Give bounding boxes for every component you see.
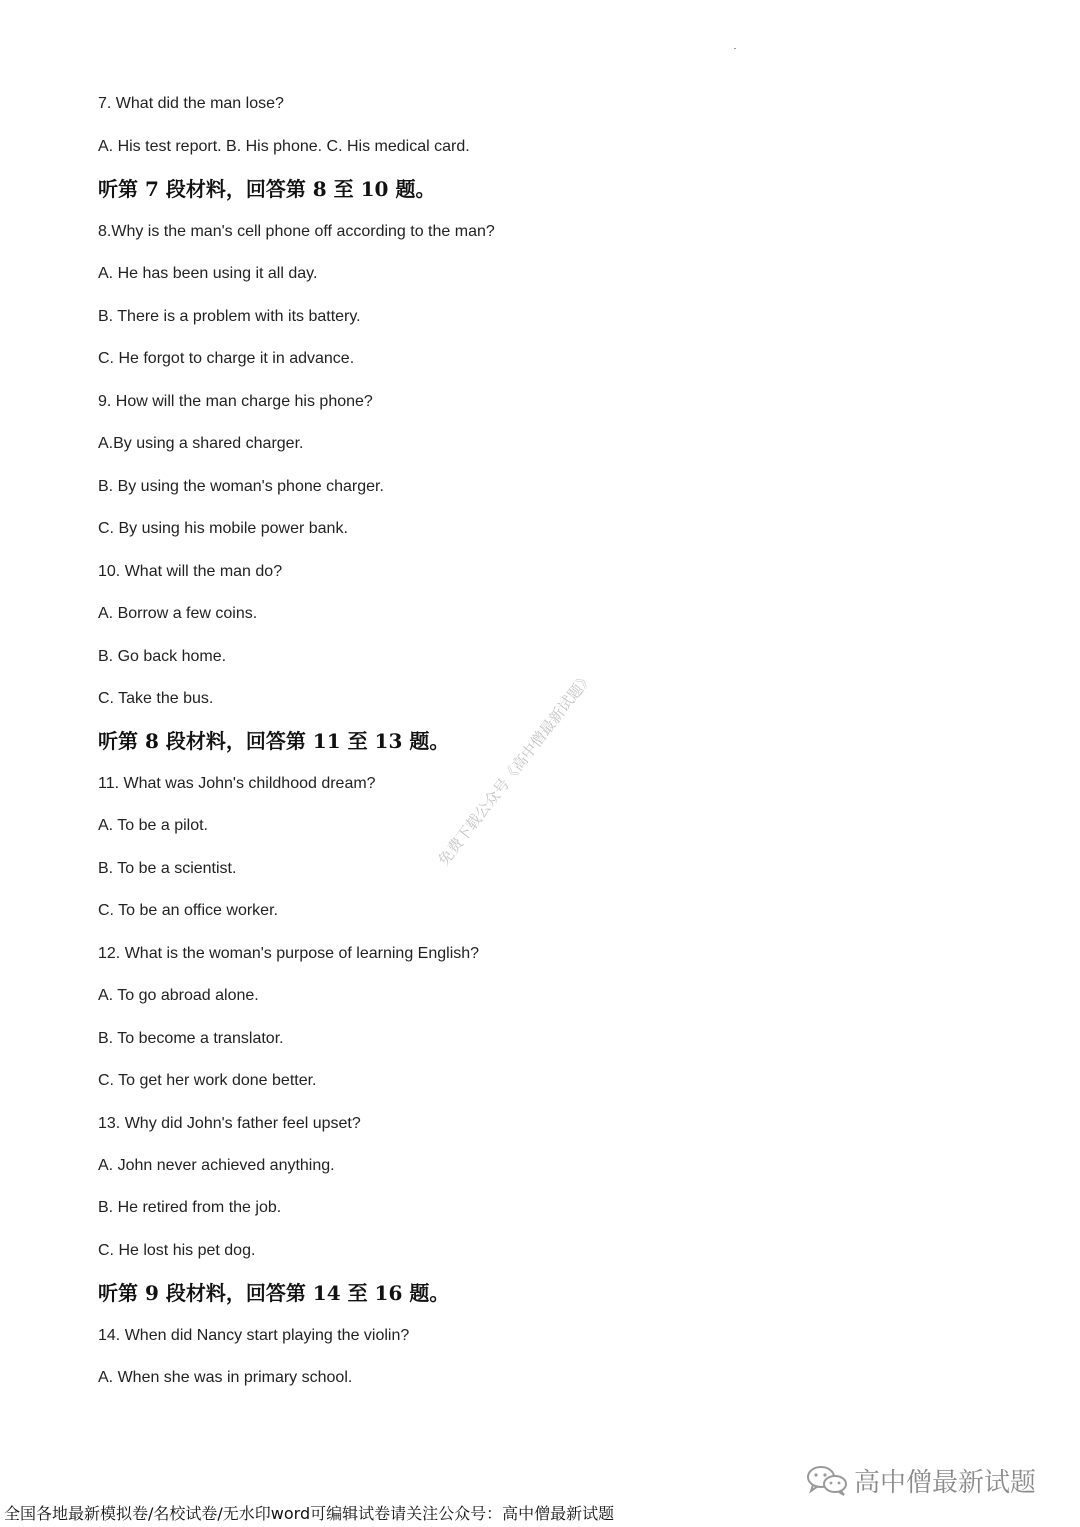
question-line: B. He retired from the job.	[98, 1199, 282, 1216]
question-line: A. When she was in primary school.	[98, 1369, 353, 1386]
question-line: C. He lost his pet dog.	[98, 1242, 256, 1259]
brand-name: 高中僧最新试题	[854, 1467, 1037, 1498]
question-line: A. His test report. B. His phone. C. His medical card.	[98, 138, 470, 155]
question-line: A.By using a shared charger.	[98, 435, 304, 452]
question-line: C. To be an office worker.	[98, 902, 278, 919]
question-line: B. To become a translator.	[98, 1030, 284, 1047]
question-line: A. Borrow a few coins.	[98, 605, 258, 622]
question-line: A. To be a pilot.	[98, 817, 208, 834]
question-line: 13. Why did John's father feel upset?	[98, 1115, 361, 1132]
question-line: 12. What is the woman's purpose of learning English?	[98, 945, 480, 962]
brand-badge	[806, 1462, 1036, 1498]
question-line: 14. When did Nancy start playing the violin?	[98, 1327, 410, 1344]
question-line: B. By using the woman's phone charger.	[98, 478, 384, 495]
question-line: C. He forgot to charge it in advance.	[98, 350, 355, 367]
wechat-icon	[806, 1464, 848, 1496]
watermark-text: 免费下载公众号《高中僧最新试题》	[434, 668, 597, 869]
question-line: 11. What was John's childhood dream?	[98, 775, 376, 792]
question-line: 9. How will the man charge his phone?	[98, 393, 373, 410]
question-line: A. He has been using it all day.	[98, 265, 318, 282]
question-line: C. Take the bus.	[98, 690, 214, 707]
question-line: C. To get her work done better.	[98, 1072, 317, 1089]
question-line: A. John never achieved anything.	[98, 1157, 335, 1174]
section-heading: 听第 8 段材料，回答第 11 至 13 题。	[98, 729, 450, 753]
section-heading: 听第 9 段材料，回答第 14 至 16 题。	[98, 1281, 450, 1305]
question-line: C. By using his mobile power bank.	[98, 520, 348, 537]
question-line: A. To go abroad alone.	[98, 987, 259, 1004]
footer-notice: 全国各地最新模拟卷/名校试卷/无水印word可编辑试卷请关注公众号：高中僧最新试题	[4, 1504, 615, 1523]
question-line: B. To be a scientist.	[98, 860, 237, 877]
question-line: 10. What will the man do?	[98, 563, 283, 580]
question-line: B. Go back home.	[98, 648, 227, 665]
question-line: 7. What did the man lose?	[98, 95, 284, 112]
question-line: B. There is a problem with its battery.	[98, 308, 361, 325]
question-line: 8.Why is the man's cell phone off according to the man?	[98, 223, 495, 240]
section-heading: 听第 7 段材料，回答第 8 至 10 题。	[98, 177, 436, 201]
scan-speck	[734, 48, 736, 49]
